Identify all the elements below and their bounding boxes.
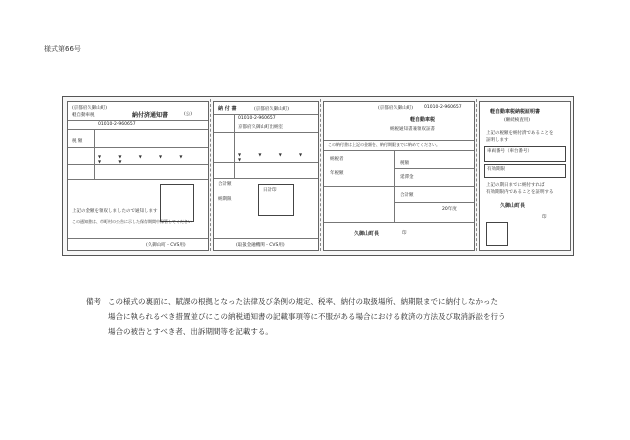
slip3-field-b: 延滞金	[400, 175, 414, 180]
slip3-center-sub: 納税通知書兼領収証書	[390, 127, 435, 132]
divider	[324, 186, 474, 187]
slip1-footnote-2: この通知書は、市町村の公告に示した保存期間中保管してください	[72, 219, 192, 224]
slip1-title-mark: (公)	[184, 112, 193, 117]
slip3-town: 久御山町長	[354, 231, 380, 237]
perforation	[320, 99, 321, 251]
slip3-center-label: 軽自動車税	[410, 117, 436, 123]
row-dots: ▼ ▼ ▼ ▼ ▼ ▼ ▼	[98, 154, 191, 164]
payment-slip	[213, 101, 319, 251]
divider	[214, 162, 318, 163]
tax-notice-slip	[323, 101, 475, 251]
slip3-header-org: (京都府久御山町)	[378, 106, 414, 111]
remarks-line-1: この様式の裏面に、賦課の根拠となった法律及び条例の規定、税率、納付の取扱場所、納期限までに納付しなかった	[108, 297, 498, 306]
slip1-footnote-1: 上記の金額を領収しましたので通知します	[72, 209, 158, 214]
row-dots: ▼ ▼ ▼ ▼ ▼	[238, 152, 311, 162]
payment-receipt-slip	[67, 101, 209, 251]
divider	[68, 238, 208, 239]
slip1-footnote-3: (久御山町・CVS用)	[146, 243, 186, 248]
slip4-town: 久御山町長	[500, 203, 526, 209]
remarks-line-3: 場合の被告とすべき者、出訴期間等を記載する。	[108, 327, 273, 336]
slip3-field-c: 合計額	[400, 193, 414, 198]
slip3-seal: 印	[402, 231, 407, 236]
slip2-label-a: 合計額	[218, 182, 232, 187]
plate-number-box	[484, 146, 566, 162]
slip4-title-1: 軽自動車税納税証明書	[490, 109, 541, 115]
slip2-header-org: (京都府久御山町)	[254, 107, 290, 112]
slip3-field-a: 税額	[400, 161, 409, 166]
slip4-seal: 印	[542, 215, 547, 220]
slip2-account: 01010-2-960657	[238, 116, 276, 121]
remarks-line-2: 場合に執られるべき措置並びにこの納税通知書の記載事項等に不服がある場合における救済の方法及び取消訴訟を行う	[108, 312, 506, 321]
divider	[68, 120, 208, 121]
slip4-line-1: 上記の税額を納付済であることを	[486, 131, 554, 136]
divider	[324, 222, 474, 223]
perforation	[210, 99, 211, 251]
remarks-label: 備考	[86, 297, 101, 306]
perforation	[476, 99, 477, 251]
slip1-header-org: (京都府久御山町)	[72, 106, 108, 111]
divider	[68, 129, 208, 130]
slip4-label-plate: 車両番号（車台番号）	[487, 149, 532, 154]
divider	[94, 129, 95, 179]
remarks-block	[86, 294, 528, 339]
seal-box	[258, 184, 294, 216]
slip1-header-sub: 軽自動車税	[72, 113, 95, 118]
divider	[394, 168, 474, 169]
slip2-title: 納 付 書	[218, 106, 237, 112]
divider	[214, 178, 318, 179]
slip3-header-account: 01010-2-960657	[424, 105, 462, 110]
divider	[234, 114, 235, 178]
slip4-line-3: 上記の期日までに納付すれば	[486, 183, 545, 188]
divider	[214, 132, 318, 133]
slip3-year: 20年度	[442, 207, 457, 212]
slip2-account-holder: 京都府久御山町出納室	[238, 125, 283, 130]
slip2-label-b: 納期限	[218, 197, 232, 202]
slip4-line-2: 証明します	[486, 138, 509, 143]
slip3-label-row: 年税額	[330, 171, 344, 176]
slip1-title: 納付済通知書	[132, 112, 169, 119]
slip4-line-4: 有効期限内であることを証明する	[486, 190, 554, 195]
slip1-account: 01010-2-960657	[98, 122, 136, 127]
validity-box	[484, 164, 566, 178]
tax-certificate-slip	[479, 101, 571, 251]
divider	[68, 179, 208, 180]
stamp-box	[160, 184, 194, 222]
slip3-notice: この納付書は上記の金額を、納付期限までに納めてください。	[328, 142, 440, 147]
form-number: 様式第66号	[44, 45, 81, 53]
divider	[324, 140, 474, 141]
slip2-footnote: (取扱金融機関・CVS用)	[236, 243, 285, 248]
slip2-seal-text: 日計印	[263, 188, 277, 193]
divider	[214, 114, 318, 115]
slip1-col-label: 税 額	[72, 139, 83, 144]
divider	[214, 238, 318, 239]
divider	[68, 164, 208, 165]
divider	[394, 202, 474, 203]
stamp-box	[486, 222, 508, 246]
slip3-label-name: 納税者	[330, 157, 344, 162]
tax-notice-form-scan	[62, 96, 574, 256]
slip4-title-2: (継続検査用)	[504, 118, 531, 123]
divider	[68, 147, 208, 148]
divider	[324, 150, 474, 151]
slip4-label-period: 有効期限	[487, 167, 505, 172]
